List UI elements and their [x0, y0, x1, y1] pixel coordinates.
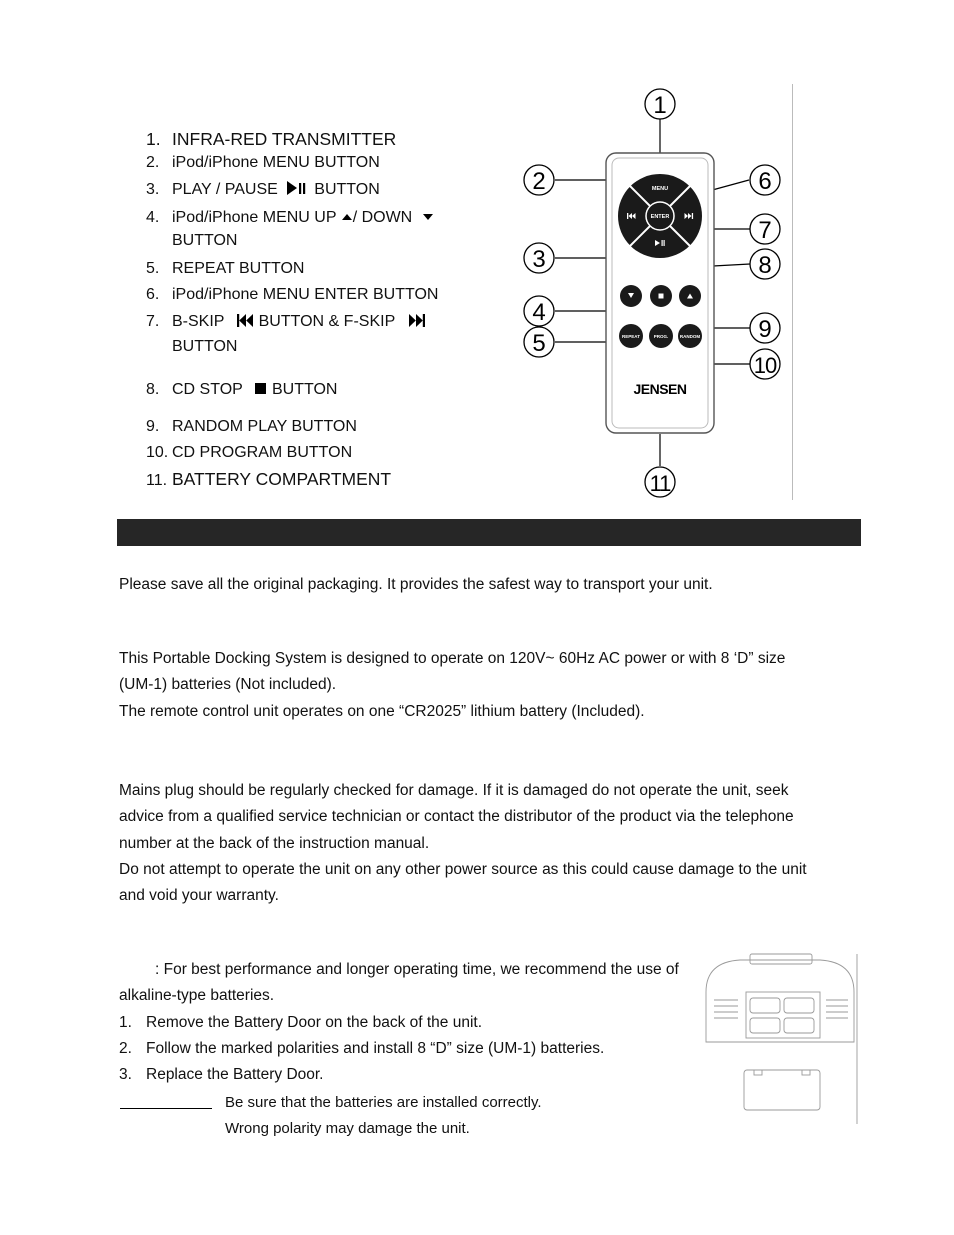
callout-8: 8: [758, 252, 772, 279]
menu-label: MENU: [651, 186, 669, 192]
list-item-4-continuation: BUTTON: [172, 232, 238, 249]
list-item-9: 9. RANDOM PLAY BUTTON: [146, 418, 357, 435]
callout-10: 10: [753, 353, 777, 378]
stop-icon: [255, 380, 266, 400]
caution-underline: [120, 1108, 212, 1109]
caution-text-1: Be sure that the batteries are installed correctly.: [225, 1094, 542, 1111]
play-pause-icon: [286, 181, 308, 201]
callout-1: 1: [653, 92, 667, 119]
mains-text-5: and void your warranty.: [119, 887, 279, 904]
callout-9: 9: [758, 316, 772, 343]
mains-text-3: number at the back of the instruction manual.: [119, 835, 430, 852]
power-text-3: The remote control unit operates on one “CR2025” lithium battery (Included).: [119, 703, 645, 720]
list-item-2: 2. iPod/iPhone MENU BUTTON: [146, 154, 380, 171]
mains-text-1: Mains plug should be regularly checked for damage. If it is damaged do not operate the unit, seek: [119, 782, 789, 799]
down-arrow-icon: [423, 206, 433, 226]
list-item-4: 4. iPod/iPhone MENU UP / DOWN: [146, 206, 433, 228]
list-item-7: 7. B-SKIP BUTTON & F-SKIP: [146, 312, 425, 333]
caution-text-2: Wrong polarity may damage the unit.: [225, 1120, 470, 1137]
svg-text:PROG.: PROG.: [653, 334, 669, 339]
battery-compartment-illustration: [700, 952, 862, 1127]
list-item-1: 1. INFRA-RED TRANSMITTER: [146, 129, 397, 149]
callout-5: 5: [532, 330, 546, 357]
list-item-8: 8. CD STOP BUTTON: [146, 381, 338, 398]
callout-11: 11: [649, 471, 671, 496]
svg-text:RANDOM: RANDOM: [679, 334, 701, 339]
callout-2: 2: [532, 168, 546, 195]
list-item-10: 10. CD PROGRAM BUTTON: [146, 444, 353, 461]
enter-label: ENTER: [650, 214, 670, 220]
packaging-text: Please save all the original packaging. It provides the safest way to transport your unit.: [119, 576, 713, 593]
list-item-3: 3. PLAY / PAUSE BUTTON: [146, 180, 380, 201]
callout-4: 4: [532, 299, 546, 326]
power-text-2: (UM-1) batteries (Not included).: [119, 676, 337, 693]
note-text-1: : For best performance and longer operating time, we recommend the use of: [155, 961, 679, 978]
power-text-1: This Portable Docking System is designed to operate on 120V~ 60Hz AC power or with 8 ‘D” size: [119, 650, 786, 667]
section-header-bar: [117, 519, 861, 546]
mains-text-2: advice from a qualified service technician or contact the distributor of the product via the telephone: [119, 808, 794, 825]
callout-7: 7: [758, 217, 772, 244]
callout-6: 6: [758, 168, 772, 195]
svg-text:REPEAT: REPEAT: [622, 334, 640, 339]
list-item-6: 6. iPod/iPhone MENU ENTER BUTTON: [146, 286, 439, 303]
battery-step-3: 3. Replace the Battery Door.: [119, 1066, 324, 1083]
callout-3: 3: [532, 246, 546, 273]
skip-forward-icon: [409, 313, 425, 333]
skip-back-icon: [237, 313, 253, 333]
up-arrow-icon: [342, 206, 352, 226]
battery-step-1: 1. Remove the Battery Door on the back of the unit.: [119, 1014, 483, 1031]
list-item-11: 11. BATTERY COMPARTMENT: [146, 469, 392, 489]
battery-step-2: 2. Follow the marked polarities and install 8 “D” size (UM-1) batteries.: [119, 1040, 605, 1057]
list-item-5: 5. REPEAT BUTTON: [146, 260, 305, 277]
note-text-2: alkaline-type batteries.: [119, 987, 275, 1004]
remote-control-diagram: [500, 84, 800, 504]
list-item-7-continuation: BUTTON: [172, 338, 238, 355]
brand-logo: JENSEN: [633, 381, 687, 397]
mains-text-4: Do not attempt to operate the unit on any other power source as this could cause damage to the unit: [119, 861, 807, 878]
vertical-divider: [792, 84, 793, 500]
